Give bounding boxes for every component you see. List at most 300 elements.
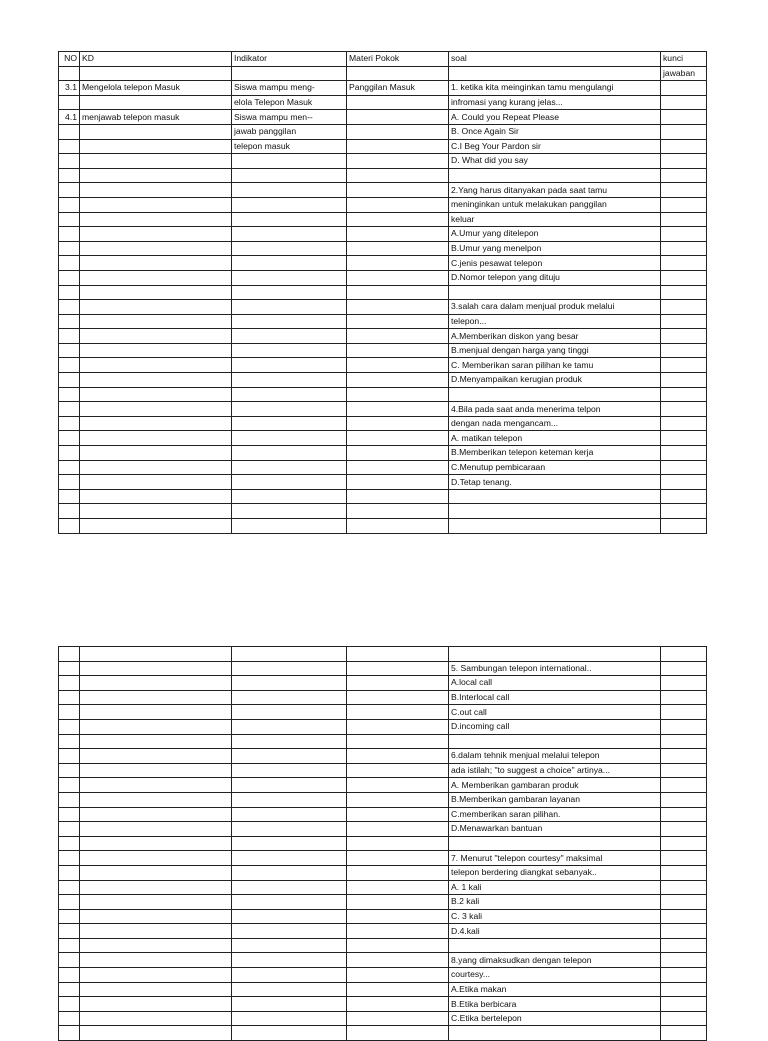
indikator-cell: jawab panggilan bbox=[232, 124, 347, 139]
no-cell bbox=[59, 763, 80, 778]
kd-cell bbox=[80, 300, 232, 315]
table-row bbox=[59, 938, 707, 953]
table-row bbox=[59, 256, 707, 271]
table-row bbox=[59, 519, 707, 534]
kunci-cell bbox=[661, 924, 707, 939]
kd-cell bbox=[80, 807, 232, 822]
soal-cell: D.Nomor telepon yang dituju bbox=[449, 270, 661, 285]
materi-pokok-cell bbox=[347, 270, 449, 285]
indikator-cell bbox=[232, 358, 347, 373]
materi-pokok-cell bbox=[347, 314, 449, 329]
materi-pokok-cell bbox=[347, 792, 449, 807]
materi-pokok-cell bbox=[347, 168, 449, 183]
kd-cell: menjawab telepon masuk bbox=[80, 110, 232, 125]
soal-cell: A.Etika makan bbox=[449, 982, 661, 997]
indikator-cell bbox=[232, 431, 347, 446]
kunci-cell bbox=[661, 938, 707, 953]
materi-pokok-cell bbox=[347, 183, 449, 198]
no-cell bbox=[59, 358, 80, 373]
no-cell bbox=[59, 924, 80, 939]
soal-cell: A. Could you Repeat Please bbox=[449, 110, 661, 125]
table-row bbox=[59, 431, 707, 446]
kd-cell bbox=[80, 460, 232, 475]
table-row bbox=[59, 749, 707, 764]
kd-cell bbox=[80, 938, 232, 953]
kunci-cell bbox=[661, 168, 707, 183]
no-cell: 3.1 bbox=[59, 81, 80, 96]
kunci-cell bbox=[661, 851, 707, 866]
indikator-cell bbox=[232, 792, 347, 807]
kd-cell bbox=[80, 95, 232, 110]
kd-cell bbox=[80, 329, 232, 344]
no-cell bbox=[59, 822, 80, 837]
table-row bbox=[59, 851, 707, 866]
materi-pokok-cell bbox=[347, 705, 449, 720]
kunci-cell bbox=[661, 241, 707, 256]
no-cell bbox=[59, 997, 80, 1012]
indikator-cell bbox=[232, 924, 347, 939]
no-cell bbox=[59, 212, 80, 227]
no-cell bbox=[59, 909, 80, 924]
kunci-cell bbox=[661, 734, 707, 749]
kunci-cell bbox=[661, 661, 707, 676]
table-row bbox=[59, 460, 707, 475]
materi-pokok-cell bbox=[347, 519, 449, 534]
kunci-cell: kunci bbox=[661, 52, 707, 67]
kunci-cell bbox=[661, 256, 707, 271]
kunci-cell bbox=[661, 719, 707, 734]
table-row bbox=[59, 792, 707, 807]
kd-cell bbox=[80, 997, 232, 1012]
materi-pokok-cell bbox=[347, 719, 449, 734]
kunci-cell: jawaban bbox=[661, 66, 707, 81]
no-cell bbox=[59, 982, 80, 997]
kunci-cell bbox=[661, 81, 707, 96]
indikator-cell bbox=[232, 719, 347, 734]
indikator-cell bbox=[232, 763, 347, 778]
soal-cell: A.local call bbox=[449, 676, 661, 691]
kd-cell bbox=[80, 241, 232, 256]
question-table-page-1 bbox=[58, 51, 707, 534]
soal-cell: B.menjual dengan harga yang tinggi bbox=[449, 343, 661, 358]
kunci-cell bbox=[661, 197, 707, 212]
table-row bbox=[59, 865, 707, 880]
table-row bbox=[59, 95, 707, 110]
no-cell bbox=[59, 734, 80, 749]
no-cell bbox=[59, 647, 80, 662]
indikator-cell bbox=[232, 154, 347, 169]
no-cell bbox=[59, 139, 80, 154]
materi-pokok-cell bbox=[347, 778, 449, 793]
kunci-cell bbox=[661, 183, 707, 198]
table-row bbox=[59, 475, 707, 490]
table-row bbox=[59, 285, 707, 300]
no-cell bbox=[59, 968, 80, 983]
table-row bbox=[59, 953, 707, 968]
kunci-cell bbox=[661, 778, 707, 793]
materi-pokok-cell bbox=[347, 997, 449, 1012]
materi-pokok-cell bbox=[347, 95, 449, 110]
soal-cell: A. 1 kali bbox=[449, 880, 661, 895]
table-row bbox=[59, 968, 707, 983]
kunci-cell bbox=[661, 343, 707, 358]
table-row bbox=[59, 909, 707, 924]
materi-pokok-cell bbox=[347, 822, 449, 837]
kd-cell bbox=[80, 446, 232, 461]
kd-cell bbox=[80, 489, 232, 504]
materi-pokok-cell bbox=[347, 1026, 449, 1041]
indikator-cell bbox=[232, 329, 347, 344]
soal-cell bbox=[449, 836, 661, 851]
indikator-cell bbox=[232, 183, 347, 198]
no-cell bbox=[59, 778, 80, 793]
table-row bbox=[59, 504, 707, 519]
materi-pokok-cell bbox=[347, 460, 449, 475]
materi-pokok-cell bbox=[347, 285, 449, 300]
no-cell bbox=[59, 183, 80, 198]
indikator-cell bbox=[232, 475, 347, 490]
table-row bbox=[59, 661, 707, 676]
table-row bbox=[59, 139, 707, 154]
indikator-cell bbox=[232, 851, 347, 866]
materi-pokok-cell bbox=[347, 749, 449, 764]
materi-pokok-cell bbox=[347, 475, 449, 490]
materi-pokok-cell bbox=[347, 851, 449, 866]
indikator-cell bbox=[232, 489, 347, 504]
indikator-cell bbox=[232, 256, 347, 271]
indikator-cell bbox=[232, 300, 347, 315]
kd-cell bbox=[80, 968, 232, 983]
soal-cell: 2.Yang harus ditanyakan pada saat tamu bbox=[449, 183, 661, 198]
kd-cell bbox=[80, 227, 232, 242]
indikator-cell bbox=[232, 168, 347, 183]
kd-cell bbox=[80, 183, 232, 198]
kd-cell bbox=[80, 705, 232, 720]
kunci-cell bbox=[661, 909, 707, 924]
kd-cell bbox=[80, 504, 232, 519]
table-row bbox=[59, 110, 707, 125]
soal-cell: C.Menutup pembicaraan bbox=[449, 460, 661, 475]
materi-pokok-cell bbox=[347, 895, 449, 910]
table-row bbox=[59, 416, 707, 431]
materi-pokok-cell bbox=[347, 300, 449, 315]
indikator-cell bbox=[232, 460, 347, 475]
kunci-cell bbox=[661, 212, 707, 227]
soal-cell: D.Menyampaikan kerugian produk bbox=[449, 373, 661, 388]
soal-cell: B.Etika berbicara bbox=[449, 997, 661, 1012]
indikator-cell bbox=[232, 373, 347, 388]
soal-cell: B.2 kali bbox=[449, 895, 661, 910]
no-cell bbox=[59, 66, 80, 81]
no-cell bbox=[59, 836, 80, 851]
materi-pokok-cell bbox=[347, 197, 449, 212]
soal-cell: soal bbox=[449, 52, 661, 67]
kunci-cell bbox=[661, 997, 707, 1012]
table-row bbox=[59, 212, 707, 227]
soal-cell: meninginkan untuk melakukan panggilan bbox=[449, 197, 661, 212]
indikator-cell bbox=[232, 1026, 347, 1041]
indikator-cell bbox=[232, 880, 347, 895]
kunci-cell bbox=[661, 676, 707, 691]
soal-cell bbox=[449, 489, 661, 504]
soal-cell: A. Memberikan gambaran produk bbox=[449, 778, 661, 793]
soal-cell: C. 3 kali bbox=[449, 909, 661, 924]
indikator-cell bbox=[232, 212, 347, 227]
table-body bbox=[59, 647, 707, 1041]
kunci-cell bbox=[661, 647, 707, 662]
soal-cell: C. Memberikan saran pilihan ke tamu bbox=[449, 358, 661, 373]
no-cell: NO bbox=[59, 52, 80, 67]
kunci-cell bbox=[661, 475, 707, 490]
kd-cell bbox=[80, 402, 232, 417]
kd-cell bbox=[80, 1026, 232, 1041]
table-row bbox=[59, 154, 707, 169]
kd-cell bbox=[80, 734, 232, 749]
no-cell bbox=[59, 1026, 80, 1041]
kd-cell bbox=[80, 749, 232, 764]
soal-cell bbox=[449, 734, 661, 749]
indikator-cell bbox=[232, 661, 347, 676]
soal-cell: A.Memberikan diskon yang besar bbox=[449, 329, 661, 344]
soal-cell: 1. ketika kita meinginkan tamu mengulangi bbox=[449, 81, 661, 96]
no-cell bbox=[59, 431, 80, 446]
table-row bbox=[59, 924, 707, 939]
soal-cell bbox=[449, 285, 661, 300]
kunci-cell bbox=[661, 705, 707, 720]
kd-cell bbox=[80, 519, 232, 534]
table-row bbox=[59, 982, 707, 997]
kd-cell bbox=[80, 909, 232, 924]
soal-cell bbox=[449, 168, 661, 183]
indikator-cell bbox=[232, 749, 347, 764]
materi-pokok-cell bbox=[347, 880, 449, 895]
no-cell bbox=[59, 373, 80, 388]
kd-cell bbox=[80, 719, 232, 734]
kd-cell bbox=[80, 168, 232, 183]
kd-cell bbox=[80, 416, 232, 431]
kd-cell bbox=[80, 139, 232, 154]
soal-cell: 5. Sambungan telepon international.. bbox=[449, 661, 661, 676]
no-cell bbox=[59, 343, 80, 358]
soal-cell: 8.yang dimaksudkan dengan telepon bbox=[449, 953, 661, 968]
indikator-cell bbox=[232, 402, 347, 417]
indikator-cell bbox=[232, 705, 347, 720]
table-row bbox=[59, 329, 707, 344]
kunci-cell bbox=[661, 387, 707, 402]
soal-cell bbox=[449, 519, 661, 534]
soal-cell: D. What did you say bbox=[449, 154, 661, 169]
table-row bbox=[59, 778, 707, 793]
soal-cell: D.4.kali bbox=[449, 924, 661, 939]
table-row bbox=[59, 373, 707, 388]
soal-cell: 6.dalam tehnik menjual melalui telepon bbox=[449, 749, 661, 764]
materi-pokok-cell bbox=[347, 416, 449, 431]
table-row bbox=[59, 241, 707, 256]
materi-pokok-cell bbox=[347, 909, 449, 924]
question-table-page-2 bbox=[58, 646, 707, 1041]
no-cell bbox=[59, 519, 80, 534]
table-body bbox=[59, 52, 707, 534]
materi-pokok-cell: Panggilan Masuk bbox=[347, 81, 449, 96]
no-cell bbox=[59, 460, 80, 475]
materi-pokok-cell: Materi Pokok bbox=[347, 52, 449, 67]
no-cell: 4.1 bbox=[59, 110, 80, 125]
kd-cell bbox=[80, 373, 232, 388]
soal-cell: A. matikan telepon bbox=[449, 431, 661, 446]
indikator-cell bbox=[232, 285, 347, 300]
no-cell bbox=[59, 329, 80, 344]
kd-cell bbox=[80, 822, 232, 837]
no-cell bbox=[59, 475, 80, 490]
kd-cell bbox=[80, 880, 232, 895]
indikator-cell: Siswa mampu meng- bbox=[232, 81, 347, 96]
materi-pokok-cell bbox=[347, 358, 449, 373]
kunci-cell bbox=[661, 95, 707, 110]
materi-pokok-cell bbox=[347, 212, 449, 227]
kd-cell bbox=[80, 865, 232, 880]
indikator-cell: Indikator bbox=[232, 52, 347, 67]
soal-cell: B.Umur yang menelpon bbox=[449, 241, 661, 256]
no-cell bbox=[59, 168, 80, 183]
materi-pokok-cell bbox=[347, 924, 449, 939]
soal-cell bbox=[449, 66, 661, 81]
kunci-cell bbox=[661, 519, 707, 534]
kd-cell bbox=[80, 895, 232, 910]
indikator-cell bbox=[232, 227, 347, 242]
soal-cell: 4.Bila pada saat anda menerima telpon bbox=[449, 402, 661, 417]
materi-pokok-cell bbox=[347, 431, 449, 446]
soal-cell: infromasi yang kurang jelas... bbox=[449, 95, 661, 110]
indikator-cell bbox=[232, 314, 347, 329]
table-row bbox=[59, 763, 707, 778]
indikator-cell bbox=[232, 66, 347, 81]
indikator-cell: telepon masuk bbox=[232, 139, 347, 154]
no-cell bbox=[59, 895, 80, 910]
no-cell bbox=[59, 124, 80, 139]
indikator-cell bbox=[232, 690, 347, 705]
indikator-cell bbox=[232, 997, 347, 1012]
indikator-cell bbox=[232, 734, 347, 749]
materi-pokok-cell bbox=[347, 124, 449, 139]
soal-cell: D.Menawarkan bantuan bbox=[449, 822, 661, 837]
soal-cell: C.Etika bertelepon bbox=[449, 1011, 661, 1026]
no-cell bbox=[59, 387, 80, 402]
kd-cell bbox=[80, 851, 232, 866]
no-cell bbox=[59, 446, 80, 461]
indikator-cell bbox=[232, 387, 347, 402]
no-cell bbox=[59, 705, 80, 720]
soal-cell: ada istilah; "to suggest a choice" artinya... bbox=[449, 763, 661, 778]
indikator-cell bbox=[232, 676, 347, 691]
table-row bbox=[59, 300, 707, 315]
kunci-cell bbox=[661, 968, 707, 983]
soal-cell: A.Umur yang ditelepon bbox=[449, 227, 661, 242]
indikator-cell bbox=[232, 968, 347, 983]
table-row bbox=[59, 314, 707, 329]
table-row bbox=[59, 719, 707, 734]
table-row bbox=[59, 52, 707, 67]
indikator-cell bbox=[232, 446, 347, 461]
materi-pokok-cell bbox=[347, 110, 449, 125]
materi-pokok-cell bbox=[347, 373, 449, 388]
indikator-cell bbox=[232, 807, 347, 822]
no-cell bbox=[59, 300, 80, 315]
table-row bbox=[59, 446, 707, 461]
kunci-cell bbox=[661, 358, 707, 373]
no-cell bbox=[59, 416, 80, 431]
indikator-cell: Siswa mampu men-- bbox=[232, 110, 347, 125]
kd-cell bbox=[80, 676, 232, 691]
soal-cell: 3.salah cara dalam menjual produk melalui bbox=[449, 300, 661, 315]
materi-pokok-cell bbox=[347, 865, 449, 880]
kunci-cell bbox=[661, 982, 707, 997]
soal-cell: B. Once Again Sir bbox=[449, 124, 661, 139]
table-row bbox=[59, 489, 707, 504]
indikator-cell bbox=[232, 647, 347, 662]
no-cell bbox=[59, 676, 80, 691]
table-row bbox=[59, 168, 707, 183]
indikator-cell: elola Telepon Masuk bbox=[232, 95, 347, 110]
kd-cell bbox=[80, 197, 232, 212]
kd-cell: KD bbox=[80, 52, 232, 67]
kd-cell bbox=[80, 953, 232, 968]
materi-pokok-cell bbox=[347, 690, 449, 705]
kunci-cell bbox=[661, 300, 707, 315]
soal-cell: D.incoming call bbox=[449, 719, 661, 734]
kunci-cell bbox=[661, 1026, 707, 1041]
indikator-cell bbox=[232, 778, 347, 793]
kunci-cell bbox=[661, 402, 707, 417]
materi-pokok-cell bbox=[347, 402, 449, 417]
soal-cell bbox=[449, 387, 661, 402]
table-row bbox=[59, 197, 707, 212]
table-row bbox=[59, 124, 707, 139]
soal-cell bbox=[449, 504, 661, 519]
kd-cell bbox=[80, 256, 232, 271]
kunci-cell bbox=[661, 763, 707, 778]
kd-cell bbox=[80, 154, 232, 169]
materi-pokok-cell bbox=[347, 661, 449, 676]
table-row bbox=[59, 895, 707, 910]
no-cell bbox=[59, 256, 80, 271]
materi-pokok-cell bbox=[347, 504, 449, 519]
materi-pokok-cell bbox=[347, 387, 449, 402]
soal-cell: 7. Menurut "telepon courtesy" maksimal bbox=[449, 851, 661, 866]
kd-cell bbox=[80, 690, 232, 705]
table-row bbox=[59, 270, 707, 285]
soal-cell: B.Memberikan telepon keteman kerja bbox=[449, 446, 661, 461]
indikator-cell bbox=[232, 865, 347, 880]
materi-pokok-cell bbox=[347, 734, 449, 749]
materi-pokok-cell bbox=[347, 256, 449, 271]
table-row bbox=[59, 183, 707, 198]
indikator-cell bbox=[232, 519, 347, 534]
table-row bbox=[59, 81, 707, 96]
indikator-cell bbox=[232, 343, 347, 358]
kd-cell bbox=[80, 475, 232, 490]
kd-cell bbox=[80, 647, 232, 662]
indikator-cell bbox=[232, 895, 347, 910]
materi-pokok-cell bbox=[347, 66, 449, 81]
table-row bbox=[59, 343, 707, 358]
no-cell bbox=[59, 880, 80, 895]
kd-cell bbox=[80, 343, 232, 358]
no-cell bbox=[59, 690, 80, 705]
indikator-cell bbox=[232, 197, 347, 212]
indikator-cell bbox=[232, 836, 347, 851]
table-row bbox=[59, 676, 707, 691]
kd-cell bbox=[80, 212, 232, 227]
